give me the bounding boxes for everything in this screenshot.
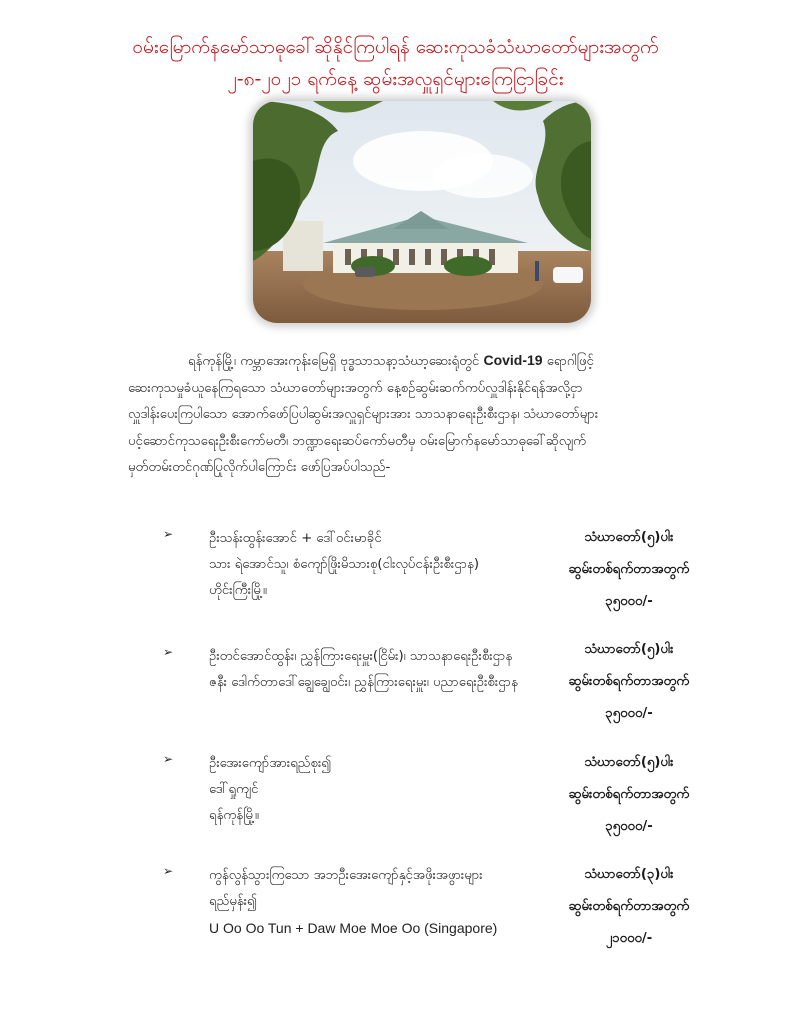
donor-detail: သား ရဲအောင်သူ၊ စံကျော်ဖြိုးမိသားစု(ငါးလုပ်ငန်းဦးစီးဌာန) <box>209 557 479 572</box>
monk-count: သံဃာတော်(၅)ပါး <box>584 755 674 770</box>
monk-count: သံဃာတော်(၅)ပါး <box>584 530 674 545</box>
announcement-title-line1: ဝမ်းမြောက်နမော်သာဓုခေါ်ဆိုနိုင်ကြပါရန် ဆေးကုသခံသံဃာတော်များအတွက် <box>132 36 659 58</box>
bullet-arrow-icon: ➢ <box>163 527 174 541</box>
intro-paragraph <box>128 347 668 482</box>
donor-name: ဦးသန်းထွန်းအောင် + ဒေါ်ဝင်းမာခိုင် <box>209 531 382 546</box>
donor-detail: ဇနီး ဒေါက်တာဒေါ်ချွေချွေဝင်း၊ ညွှန်ကြားရေးမှူး၊ ပညာရေးဦးစီးဌာန <box>209 675 518 690</box>
donation-amount <box>566 859 692 955</box>
intro-line-2: ဆေးကုသမှုခံယူနေကြရသော သံဃာတော်များအတွက် နေ့စဉ်ဆွမ်းဆက်ကပ်လှူဒါန်းနိုင်ရန်အလို့ငှာ <box>128 380 583 396</box>
donor-english-name: U Oo Oo Tun + Daw Moe Moe Oo (Singapore) <box>209 920 498 936</box>
monk-count: သံဃာတော်(၃)ပါး <box>584 867 674 882</box>
donation-amount <box>566 634 692 730</box>
meal-period: ဆွမ်းတစ်ရက်တာအတွက် <box>568 899 690 914</box>
donor-detail: ရည်မှန်း၍ <box>209 894 257 909</box>
intro-line-5: မှတ်တမ်းတင်ဂုဏ်ပြုလိုက်ပါကြောင်း ဖော်ပြအပ်ပါသည်- <box>128 460 391 475</box>
donor-name: ဦးအေးကျော်အားရည်စုး၍ <box>209 756 332 771</box>
donation-amount <box>566 522 692 618</box>
bullet-arrow-icon: ➢ <box>163 752 174 766</box>
meal-period: ဆွမ်းတစ်ရက်တာအတွက် <box>568 787 690 802</box>
intro-line-4: ပင့်ဆောင်ကုသရေးဦးစီးကော်မတီ၊ ဘဏ္ဍာရေးဆပ်ကော်မတီမှ ဝမ်းမြောက်နမော်သာဓုခေါ်ဆိုလျက် <box>128 433 587 449</box>
bullet-arrow-icon: ➢ <box>163 864 174 878</box>
monk-count: သံဃာတော်(၅)ပါး <box>584 642 674 657</box>
donor-detail: ဒေါ်ရှုကျင် <box>209 782 259 797</box>
amount-value: ၂၁၀၀၀/- <box>605 931 653 946</box>
amount-value: ၃၅၀၀၀/- <box>605 819 653 834</box>
donation-amount <box>566 747 692 843</box>
donor-name: ဦးတင်အောင်ထွန်း၊ ညွှန်ကြားရေးမှူး(ငြိမ်း)၊ သာသနာရေးဦးစီးဌာန <box>209 649 513 664</box>
intro-line-1: ရန်ကုန်မြို့၊ ကမ္ဘာအေးကုန်းမြေရှိ ဗုဒ္ဓသာသနာ့သံဃာ့ဆေးရုံတွင် Covid-19 ရောဂါဖြင့် <box>188 352 594 369</box>
donor-location: ဟိုင်းကြီးမြို့။ <box>209 583 267 598</box>
meal-period: ဆွမ်းတစ်ရက်တာအတွက် <box>568 674 690 689</box>
donor-location: ရန်ကုန်မြို့။ <box>209 808 259 823</box>
meal-period: ဆွမ်းတစ်ရက်တာအတွက် <box>568 562 690 577</box>
bullet-arrow-icon: ➢ <box>163 645 174 659</box>
amount-value: ၃၅၀၀၀/- <box>605 594 653 609</box>
intro-line-3: လှူဒါန်းပေးကြပါသော အောက်ဖော်ပြပါဆွမ်းအလှူရှင်များအား သာသနာရေးဦးစီးဌာန၊ သံဃာတော်များ <box>128 407 599 422</box>
announcement-title-line2: ၂-၈-၂၀၂၁ ရက်နေ့ ဆွမ်းအလှူရှင်များကြေငြာခြင်း <box>227 68 564 90</box>
amount-value: ၃၅၀၀၀/- <box>605 706 653 721</box>
donor-name: ကွန်လွန်သွားကြသော အဘဦးအေးကျော်နှင့်အဖိုးအဖွားများ <box>209 868 483 883</box>
hospital-photo <box>253 101 591 323</box>
